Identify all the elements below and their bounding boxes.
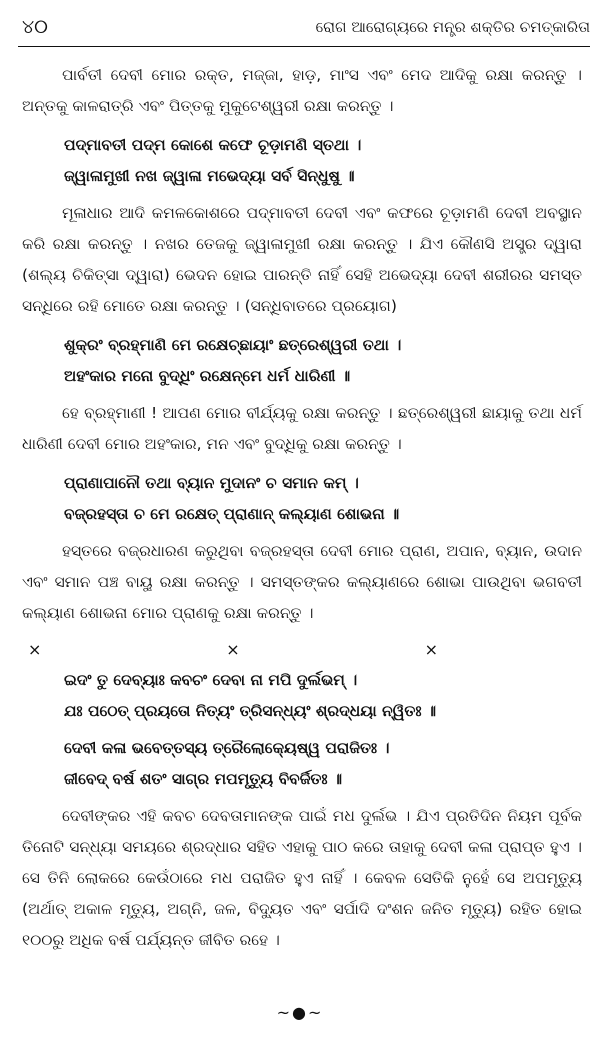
paragraph: ହସ୍ତରେ ବଜ୍ରଧାରଣ କରୁଥିବା ବଜ୍ରହସ୍ତା ଦେବୀ ମୋର ପ୍ରାଣ, ଅପାନ, ବ୍ୟାନ, ଉଦାନ ଏବଂ ସମାନ ପଞ୍ଚ ବାୟୁ ରକ୍ଷା କରନ୍ତୁ । ସମସ୍ତଙ୍କର କଲ୍ୟାଣରେ ଶୋଭା ପାଉଥିବା ଭଗବତୀ କଲ୍ୟାଣ ଶୋଭନା ମୋର ପ୍ରାଣକୁ ରକ୍ଷା କରନ୍ତୁ । <box>22 542 582 622</box>
verse-block <box>64 733 582 795</box>
paragraph: ପାର୍ବତୀ ଦେବୀ ମୋର ରକ୍ତ, ମଜ୍ଜା, ହାଡ଼, ମାଂସ ଏବଂ ମେଦ ଆଦିକୁ ରକ୍ଷା କରନ୍ତୁ । ଅନ୍ତକୁ କାଳରାତ୍ରି ଏବଂ ପିତ୍ତକୁ ମୁକୁଟେଶ୍ୱରୀ ରକ୍ଷା କରନ୍ତୁ । <box>22 66 582 115</box>
verse-line: ଜ୍ୱାଳାମୁଖୀ ନଖ ଜ୍ୱାଳା ମଭେଦ୍ୟା ସର୍ବ ସିନ୍ଧୁଷୁ ॥ <box>64 167 355 185</box>
verse-block <box>64 665 582 727</box>
page-number: ୪୦ <box>22 16 48 38</box>
verse-line: ଅହଂକାର ମନୋ ବୁଦ୍ଧିଂ ରକ୍ଷେନ୍ମେ ଧର୍ମ ଧାରିଣୀ ॥ <box>64 367 351 385</box>
footer-ornament: ~●~ <box>276 1003 324 1022</box>
verse-line: ଦେବୀ କଳା ଭବେତ୍ତସ୍ୟ ତ୍ରୈଲୋକ୍ୟେଷ୍ୱ ପରାଜିତଃ । <box>64 739 390 757</box>
verse-line: ପଦ୍ମାବତୀ ପଦ୍ମ କୋଶେ କଫେ ଚୂଡ଼ାମଣି ସ୍ତଥା । <box>64 136 362 154</box>
verse-line: ଶୁକ୍ରଂ ବ୍ରହ୍ମାଣି ମେ ରକ୍ଷେଚ୍ଛାୟାଂ ଛତ୍ରେଶ୍ୱରୀ ତଥା । <box>64 336 402 354</box>
verse-line: ଯଃ ପଠେତ୍ ପ୍ରୟତୋ ନିତ୍ୟଂ ତ୍ରିସନ୍ଧ୍ୟଂ ଶ୍ରଦ୍ଧୟା ନ୍ୱିତଃ ॥ <box>64 702 437 720</box>
paragraph: ମୂଳାଧାର ଆଦି କମଳକୋଶରେ ପଦ୍ମାବତୀ ଦେବୀ ଏବଂ କଫରେ ଚୂଡ଼ାମଣି ଦେବୀ ଅବସ୍ଥାନ କରି ରକ୍ଷା କରନ୍ତୁ । ନଖର ତେଜକୁ ଜ୍ୱାଳାମୁଖୀ ରକ୍ଷା କରନ୍ତୁ । ଯିଏ କୌଣସି ଅସ୍ତ୍ର ଦ୍ୱାରା (ଶଲ୍ୟ ଚିକିତ୍ସା ଦ୍ୱାରା) ଭେଦନ ହୋଇ ପାରନ୍ତି ନାହିଁ ସେହି ଅଭେଦ୍ୟା ଦେବୀ ଶରୀରର ସମସ୍ତ ସନ୍ଧିରେ ରହି ମୋତେ ରକ୍ଷା କରନ୍ତୁ । (ସନ୍ଧିବାତରେ ପ୍ରୟୋଗ) <box>22 204 582 315</box>
paragraph: ହେ ବ୍ରହ୍ମାଣୀ ! ଆପଣ ମୋର ବୀର୍ଯ୍ୟକୁ ରକ୍ଷା କରନ୍ତୁ । ଛତ୍ରେଶ୍ୱରୀ ଛାୟାକୁ ତଥା ଧର୍ମ ଧାରିଣୀ ଦେବୀ ମୋର ଅହଂକାର, ମନ ଏବଂ ବୁଦ୍ଧିକୁ ରକ୍ଷା କରନ୍ତୁ । <box>22 404 582 453</box>
separator-mark: × <box>28 640 42 659</box>
page-body <box>22 60 582 964</box>
separator-mark: × <box>424 640 438 659</box>
running-title: ରୋଗ ଆରୋଗ୍ୟରେ ମନ୍ତ୍ର ଶକ୍ତିର ଚମତ୍କାରିତା <box>315 18 590 36</box>
verse-block <box>64 330 582 392</box>
verse-line: ଇଦଂ ତୁ ଦେବ୍ୟାଃ କବଚଂ ଦେବା ନା ମପି ଦୁର୍ଲଭମ୍ । <box>64 671 358 689</box>
section-separator <box>28 637 438 663</box>
verse-line: ପ୍ରାଣାପାନୌ ତଥା ବ୍ୟାନ ମୁଦାନଂ ଚ ସମାନ କମ୍ । <box>64 474 359 492</box>
verse-block <box>64 468 582 530</box>
verse-line: ବଜ୍ରହସ୍ତା ଚ ମେ ରକ୍ଷେତ୍ ପ୍ରାଣାନ୍ କଲ୍ୟାଣ ଶୋଭନା ॥ <box>64 505 400 523</box>
verse-block <box>64 130 582 192</box>
verse-line: ଜୀବେଦ୍ ବର୍ଷ ଶତଂ ସାଗ୍ର ମପମୃତ୍ୟୁ ବିବର୍ଜିତଃ ॥ <box>64 770 343 788</box>
page-header <box>18 14 590 47</box>
paragraph: ଦେବୀଙ୍କର ଏହି କବଚ ଦେବତାମାନଙ୍କ ପାଇଁ ମଧ ଦୁର୍ଲଭ । ଯିଏ ପ୍ରତିଦିନ ନିୟମ ପୂର୍ବକ ତିନୋଟି ସନ୍ଧ୍ୟା ସମୟରେ ଶ୍ରଦ୍ଧାର ସହିତ ଏହାକୁ ପାଠ କରେ ତାହାକୁ ଦେବୀ କଳା ପ୍ରାପ୍ତ ହୁଏ । ସେ ତିନି ଲୋକରେ କେଉଁଠାରେ ମଧ ପରାଜିତ ହୁଏ ନାହିଁ । କେବଳ ସେତିକି ନୁହେଁ ସେ ଅପମୃତ୍ୟୁ (ଅର୍ଥାତ୍ ଅକାଳ ମୃତ୍ୟୁ, ଅଗ୍ନି, ଜଳ, ବିଦ୍ୟୁତ ଏବଂ ସର୍ପାଦି ଦଂଶନ ଜନିତ ମୃତ୍ୟୁ) ରହିତ ହୋଇ ୧୦୦ରୁ ଅଧିକ ବର୍ଷ ପର୍ଯ୍ୟନ୍ତ ଜୀବିତ ରହେ । <box>22 807 582 949</box>
separator-mark: × <box>226 640 240 659</box>
